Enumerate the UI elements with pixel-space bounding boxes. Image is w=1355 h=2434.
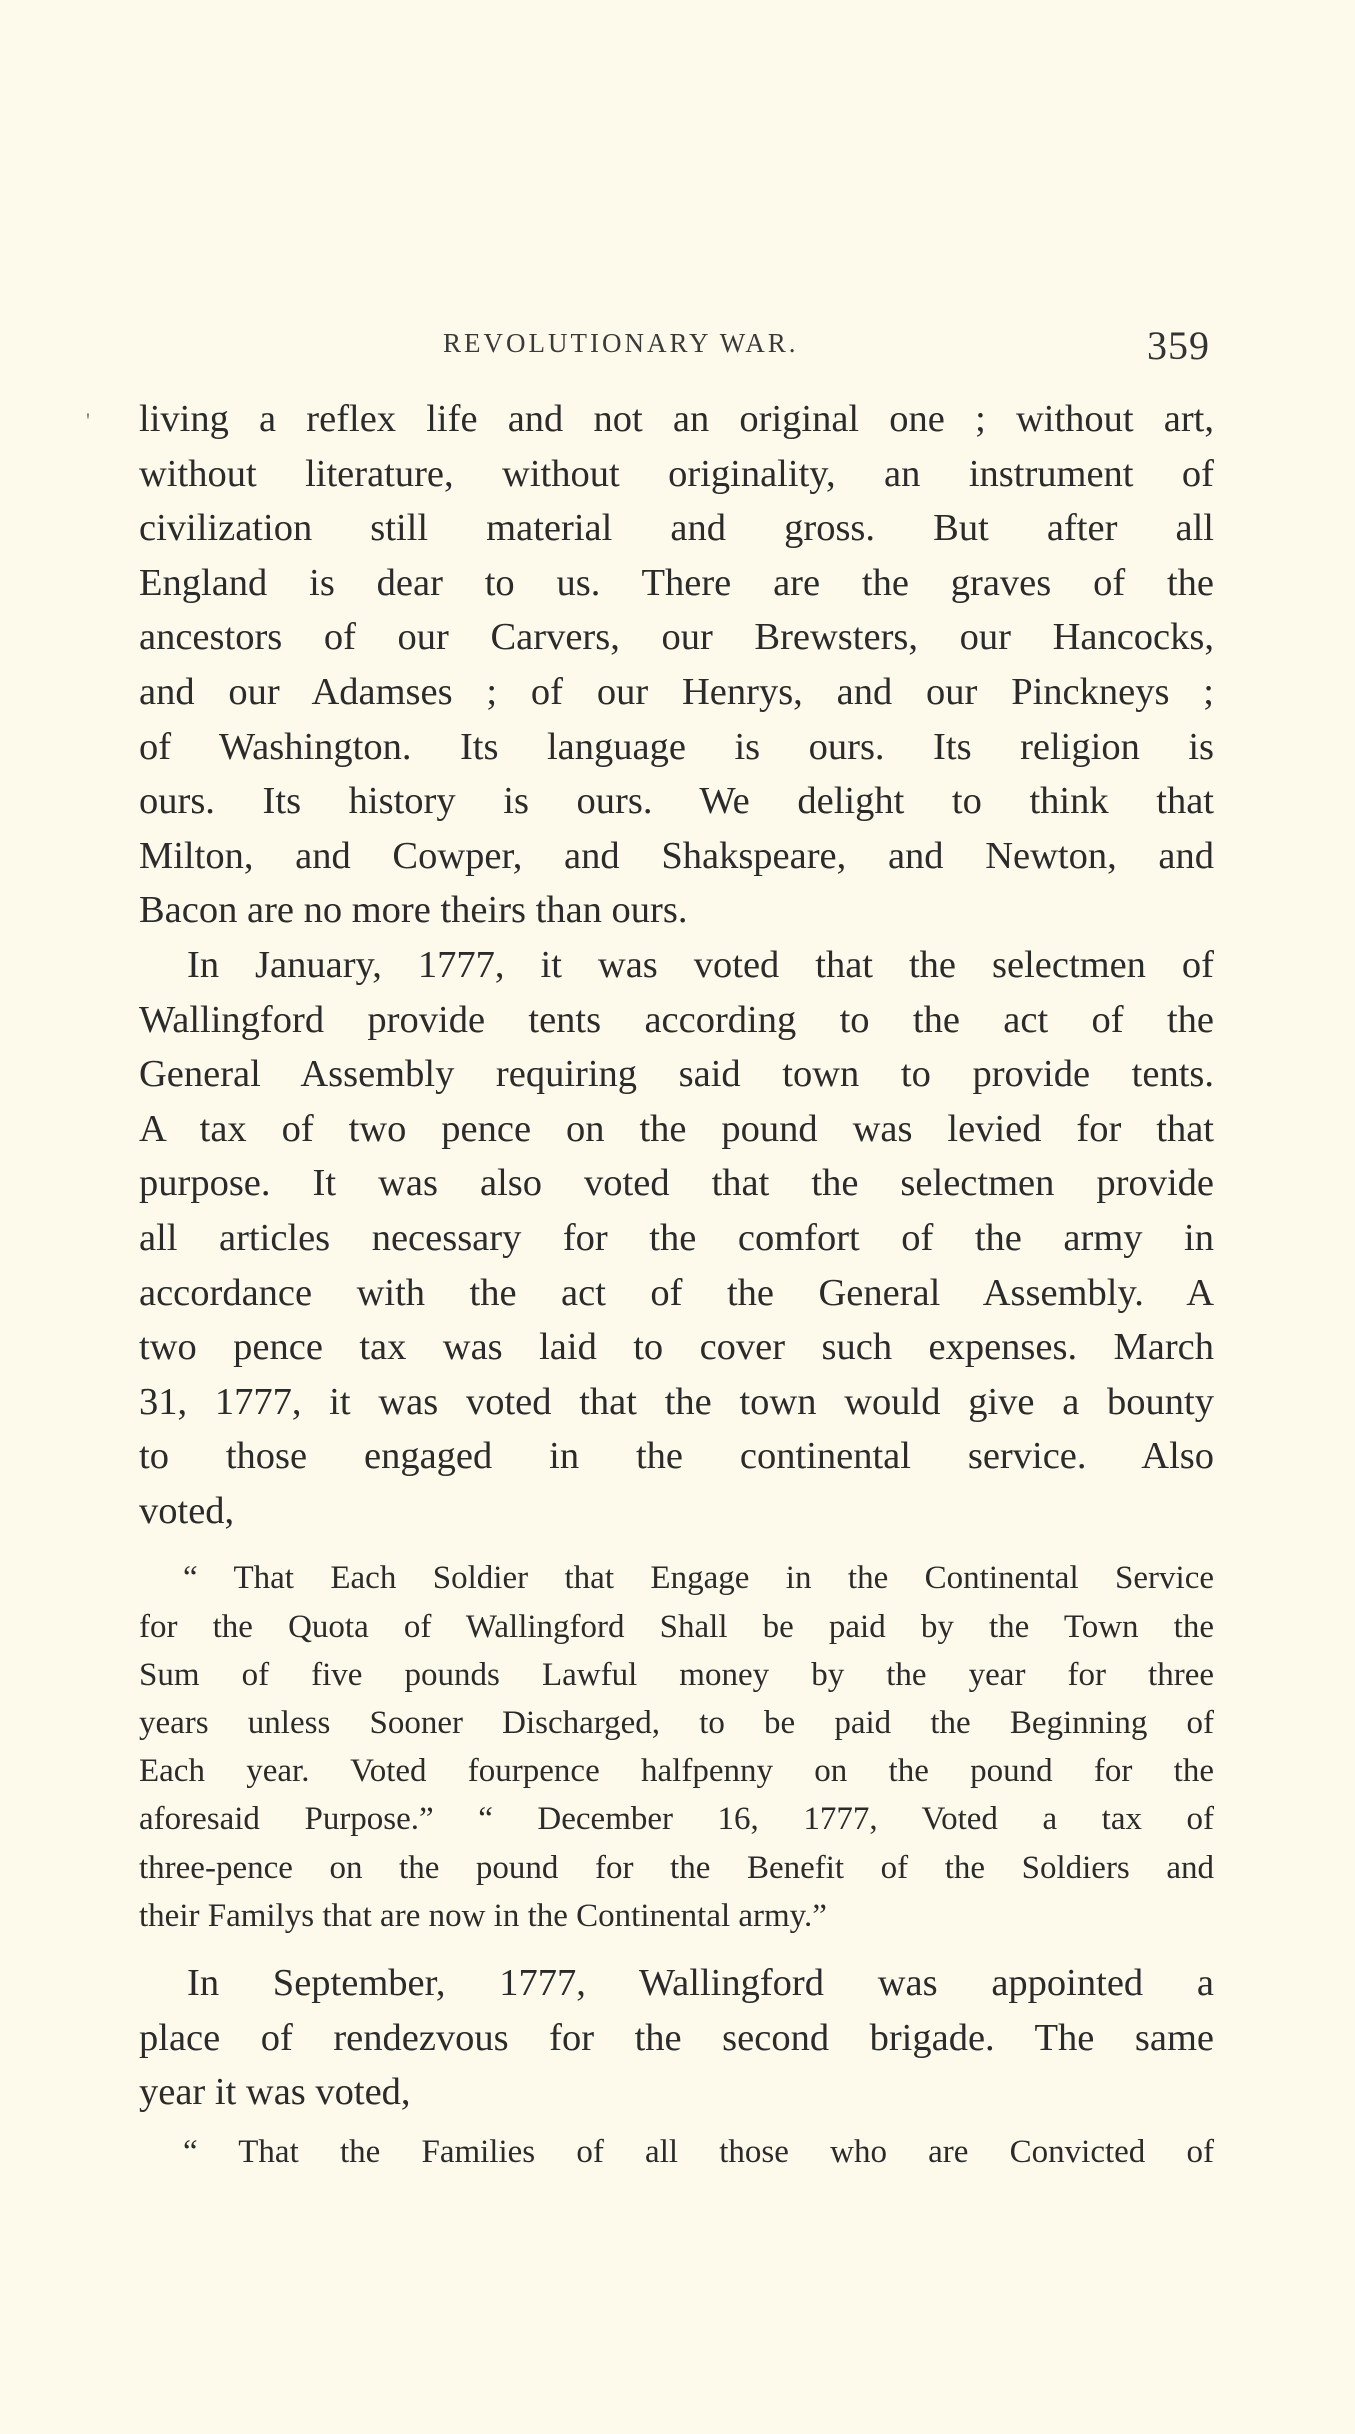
text-line: purpose. It was also voted that the selectmen provide [139, 1162, 1214, 1205]
quote-line: Sum of five pounds Lawful money by the year for three [139, 1656, 1214, 1693]
text-line: General Assembly requiring said town to provide tents. [139, 1053, 1214, 1096]
text-line: ours. Its history is ours. We delight to think that [139, 780, 1214, 823]
quote-line: Each year. Voted fourpence halfpenny on the pound for the [139, 1753, 1214, 1790]
page-number: 359 [1147, 323, 1210, 368]
text-line: place of rendezvous for the second brigade. The same [139, 2016, 1214, 2059]
paragraph-continuation [139, 392, 1214, 938]
quote-line: for the Quota of Wallingford Shall be paid by the Town the [139, 1608, 1214, 1645]
quote-line: their Familys that are now in the Continental army.” [139, 1897, 827, 1934]
running-head: REVOLUTIONARY WAR. [443, 328, 799, 358]
text-line: 31, 1777, it was voted that the town would give a bounty [139, 1380, 1214, 1423]
block-quote-soldier-bounty [139, 1554, 1214, 1940]
quote-line: years unless Sooner Discharged, to be paid the Beginning of [139, 1705, 1214, 1742]
text-line: to those engaged in the continental service. Also [139, 1435, 1214, 1478]
text-line: England is dear to us. There are the graves of the [139, 561, 1214, 604]
text-line: all articles necessary for the comfort of the army in [139, 1216, 1214, 1259]
block-quote-families [139, 2128, 1214, 2176]
text-line: and our Adamses ; of our Henrys, and our Pinckneys ; [139, 670, 1214, 713]
text-line: Milton, and Cowper, and Shakspeare, and Newton, and [139, 834, 1214, 877]
text-line: accordance with the act of the General Assembly. A [139, 1271, 1214, 1314]
text-line: In September, 1777, Wallingford was appointed a [187, 1962, 1214, 2005]
quote-line: three-pence on the pound for the Benefit of the Soldiers and [139, 1849, 1214, 1886]
text-line: In January, 1777, it was voted that the selectmen of [187, 943, 1214, 986]
stray-mark: ' [86, 408, 90, 433]
text-line: voted, [139, 1489, 235, 1532]
text-line: year it was voted, [139, 2071, 411, 2114]
text-line: living a reflex life and not an original one ; without art, [139, 398, 1214, 440]
quote-line: “ That the Families of all those who are Convicted of [183, 2133, 1214, 2170]
text-line: ancestors of our Carvers, our Brewsters, our Hancocks, [139, 616, 1214, 659]
paragraph-january-1777 [139, 938, 1214, 1539]
text-line: civilization still material and gross. But after all [139, 507, 1214, 550]
page-header [139, 322, 1214, 382]
quote-line: aforesaid Purpose.” “ December 16, 1777, Voted a tax of [139, 1801, 1214, 1838]
text-line: Wallingford provide tents according to the act of the [139, 998, 1214, 1041]
text-line: Bacon are no more theirs than ours. [139, 889, 688, 932]
text-line: two pence tax was laid to cover such expenses. March [139, 1326, 1214, 1369]
quote-line: “ That Each Soldier that Engage in the Continental Service [183, 1560, 1214, 1597]
text-line: A tax of two pence on the pound was levied for that [139, 1107, 1214, 1150]
paragraph-september-1777 [139, 1956, 1214, 2120]
text-line: without literature, without originality, an instrument of [139, 452, 1214, 495]
text-line: of Washington. Its language is ours. Its religion is [139, 725, 1214, 768]
body-text [139, 392, 1214, 2176]
